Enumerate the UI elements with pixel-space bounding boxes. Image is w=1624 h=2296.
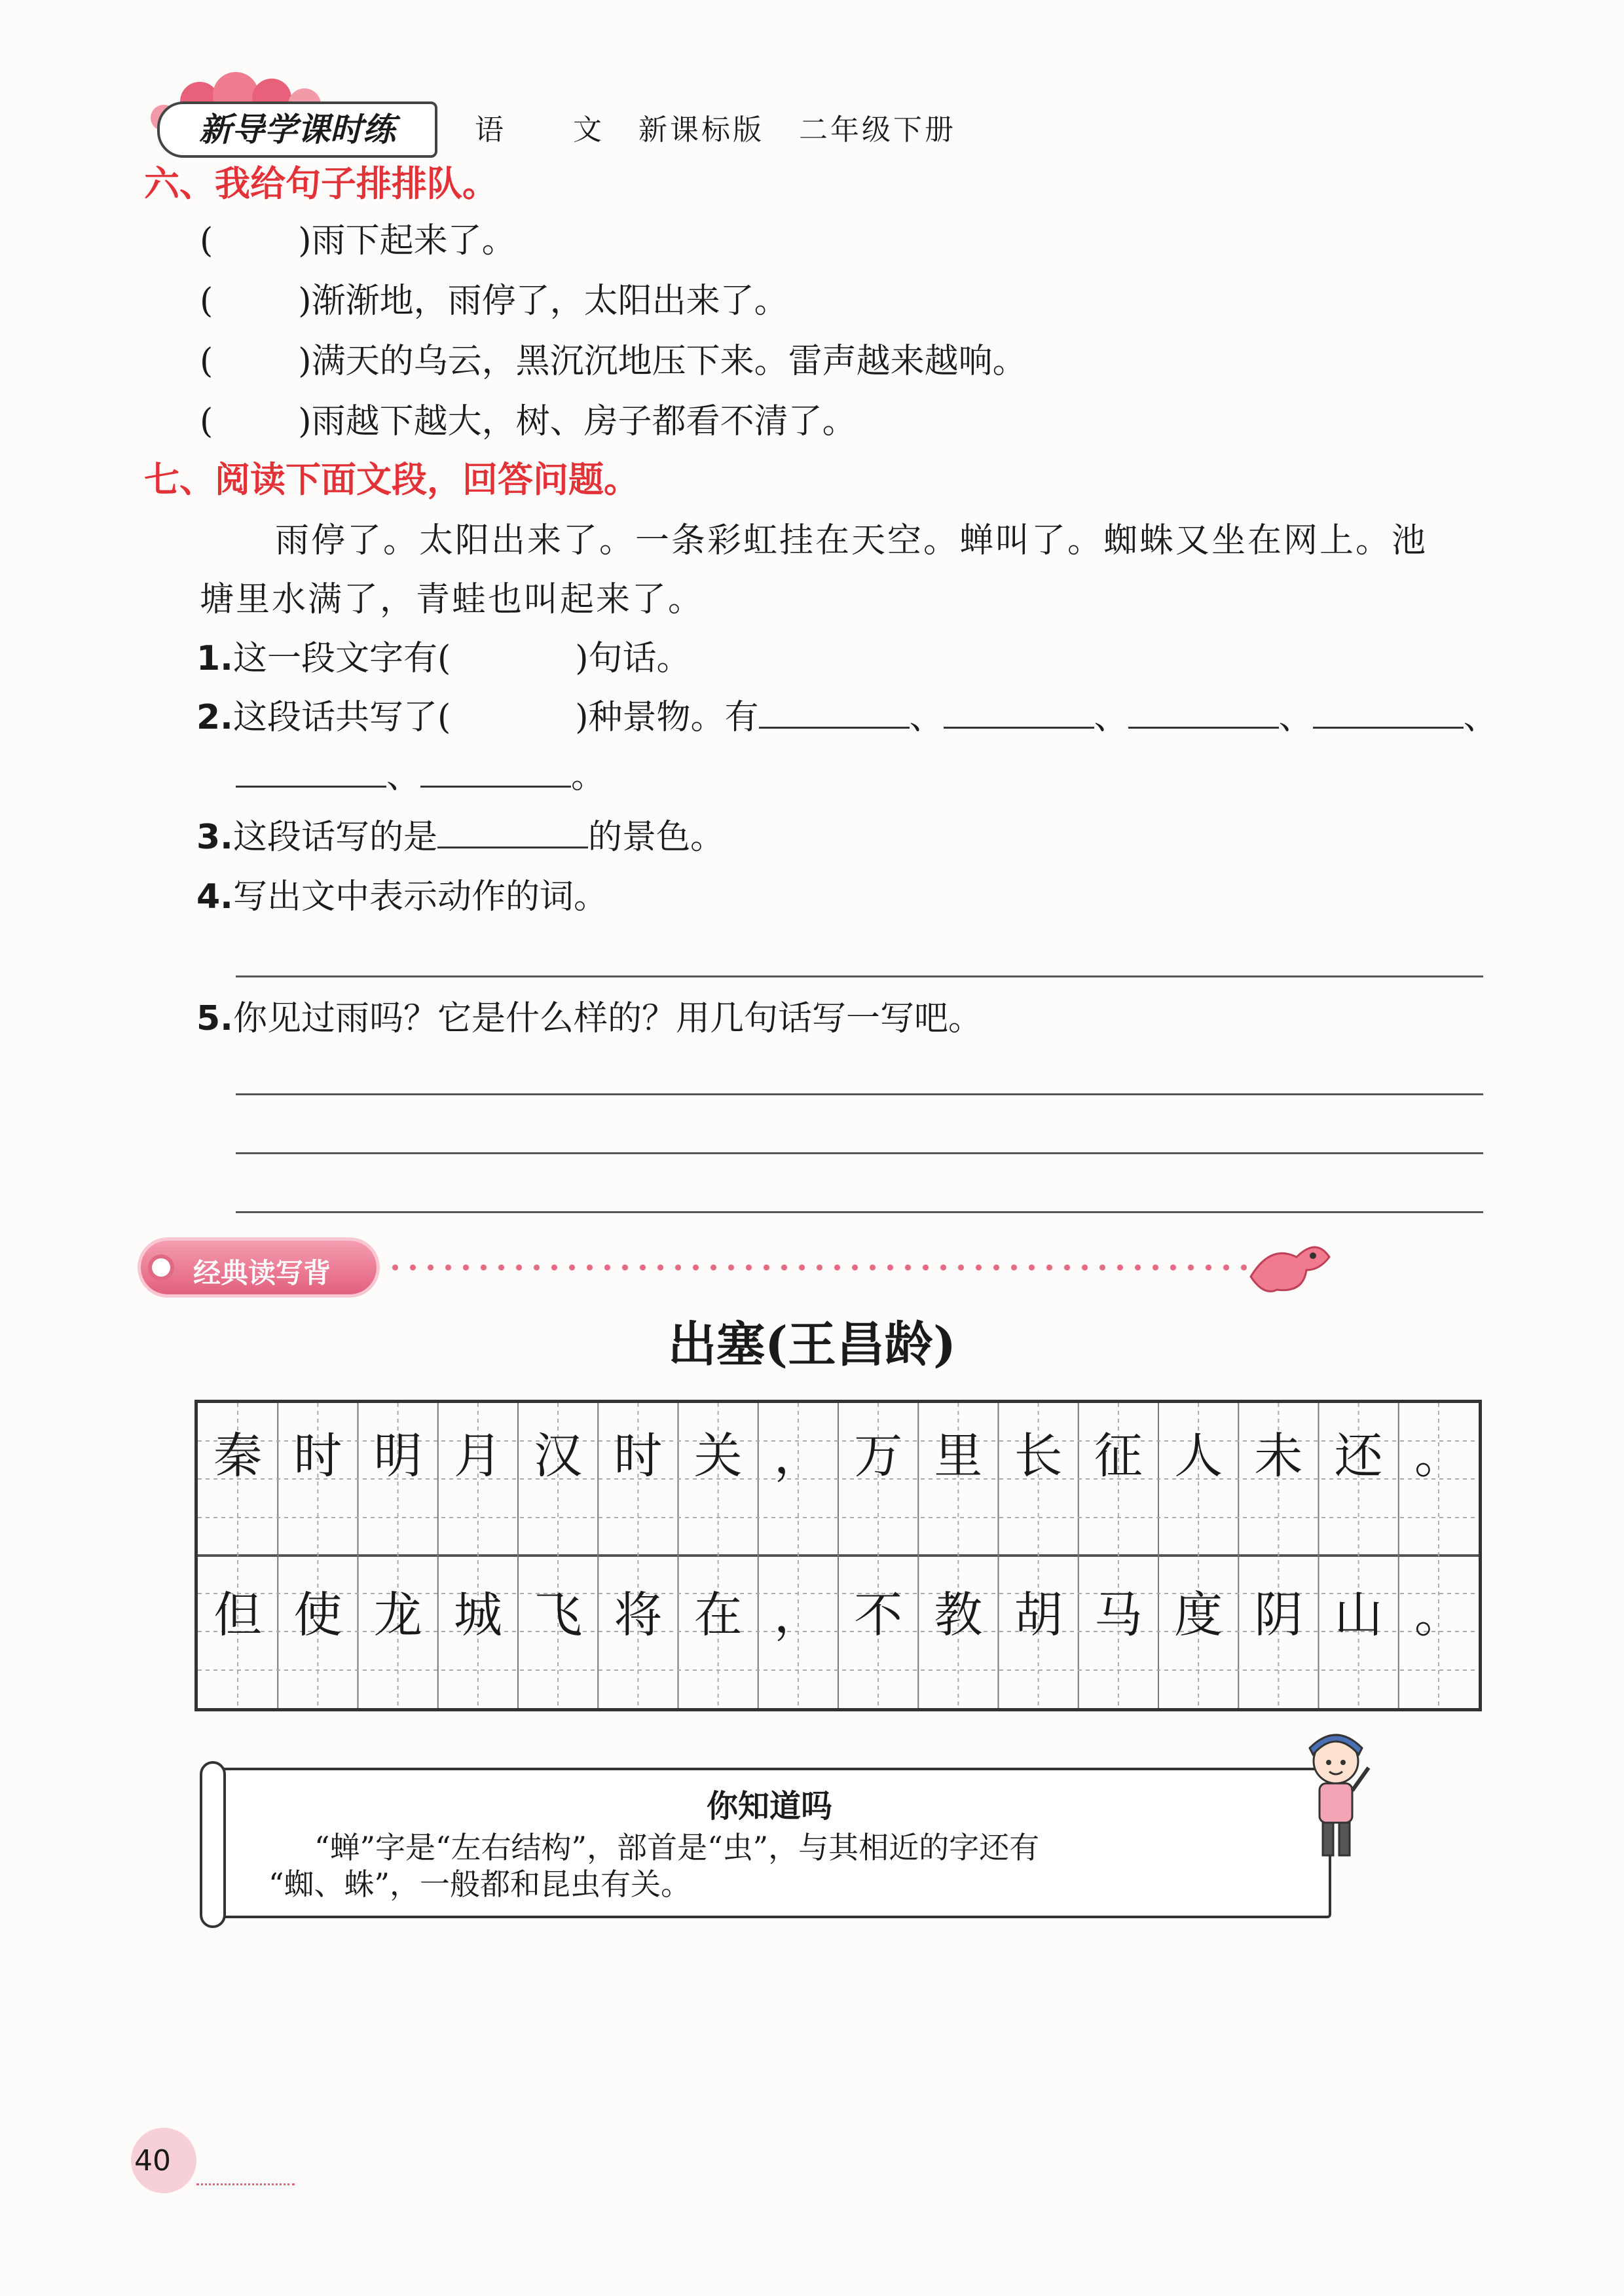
question-5: 5.你见过雨吗？它是什么样的？用几句话写一写吧。 <box>196 999 982 1038</box>
poem-char: 征 <box>1094 1428 1143 1484</box>
banner-circle-icon <box>148 1254 174 1281</box>
poem-char: 但 <box>213 1587 263 1643</box>
poem-char: 阴 <box>1254 1587 1303 1643</box>
poem-char: ， <box>773 1428 822 1484</box>
poem-char: 龙 <box>373 1587 422 1643</box>
question-1: 1.这一段文字有( )句话。 <box>196 639 691 678</box>
section7-heading: 七、阅读下面文段，回答问题。 <box>144 459 639 500</box>
poem-char: 万 <box>854 1428 903 1484</box>
header-subject-2: 文 <box>573 113 604 147</box>
page-number: 40 <box>134 2144 171 2178</box>
poem-char: 。 <box>1414 1587 1463 1643</box>
answer-line[interactable] <box>236 1152 1483 1154</box>
tip-line-2: “蜘、蛛”，一般都和昆虫有关。 <box>268 1867 692 1902</box>
poem-char: 教 <box>934 1587 983 1643</box>
section6-heading: 六、我给句子排排队。 <box>144 163 498 204</box>
question-3: 3.这段话写的是 的景色。 <box>196 809 724 858</box>
poem-char: 时 <box>614 1428 663 1484</box>
answer-blank[interactable] <box>420 752 571 788</box>
poem-char: 秦 <box>213 1428 263 1484</box>
poem-char: 明 <box>373 1428 422 1484</box>
sort-item-1: ( )雨下起来了。 <box>200 221 516 261</box>
poem-char: 度 <box>1174 1587 1223 1643</box>
header-logo-text: 新导学课时练 <box>157 101 437 158</box>
poem-char: 不 <box>854 1587 903 1643</box>
tip-box <box>200 1761 1339 1928</box>
writing-grid <box>194 1400 1482 1711</box>
poem-char: 里 <box>934 1428 983 1484</box>
cartoon-kid-icon <box>1293 1728 1378 1866</box>
poem-char: 关 <box>693 1428 743 1484</box>
poem-title: 出塞(王昌龄) <box>667 1317 957 1373</box>
poem-char: 胡 <box>1014 1587 1063 1643</box>
poem-char: 长 <box>1014 1428 1063 1484</box>
answer-blank[interactable] <box>1313 693 1464 729</box>
dragon-icon <box>1244 1231 1336 1303</box>
header-logo <box>141 79 449 157</box>
answer-line[interactable] <box>236 1093 1483 1095</box>
poem-char: 人 <box>1174 1428 1223 1484</box>
poem-char: ， <box>773 1587 822 1643</box>
passage-line-1: 雨停了。太阳出来了。一条彩虹挂在天空。蝉叫了。蜘蛛又坐在网上。池 <box>275 521 1428 560</box>
question-4: 4.写出文中表示动作的词。 <box>196 877 608 917</box>
poem-char: 将 <box>614 1587 663 1643</box>
poem-char: 马 <box>1094 1587 1143 1643</box>
question-2: 2.这段话共写了( )种景物。有 、 、 、 、 <box>196 689 1498 738</box>
answer-blank[interactable] <box>437 812 588 848</box>
poem-char: 还 <box>1334 1428 1383 1484</box>
answer-blank[interactable] <box>759 693 910 729</box>
answer-blank[interactable] <box>236 752 386 788</box>
answer-blank[interactable] <box>944 693 1094 729</box>
question-2-cont: 、 。 <box>236 748 605 797</box>
banner-label: 经典读写背 <box>193 1257 331 1289</box>
header-edition: 新课标版 <box>638 113 764 147</box>
poem-char: 使 <box>293 1587 342 1643</box>
sort-item-3: ( )满天的乌云，黑沉沉地压下来。雷声越来越响。 <box>200 342 1027 381</box>
tip-title: 你知道吗 <box>706 1788 832 1825</box>
answer-line[interactable] <box>236 975 1483 977</box>
poem-char: 在 <box>693 1587 743 1643</box>
poem-char: 未 <box>1254 1428 1303 1484</box>
sort-item-2: ( )渐渐地，雨停了，太阳出来了。 <box>200 282 788 321</box>
answer-line[interactable] <box>236 1211 1483 1213</box>
passage-line-2: 塘里水满了，青蛙也叫起来了。 <box>200 580 705 619</box>
header-grade: 二年级下册 <box>799 113 956 147</box>
poem-char: 。 <box>1414 1428 1463 1484</box>
poem-char: 月 <box>453 1428 502 1484</box>
poem-char: 山 <box>1334 1587 1383 1643</box>
header-subject-1: 语 <box>475 113 506 147</box>
poem-char: 时 <box>293 1428 342 1484</box>
sort-item-4: ( )雨越下越大，树、房子都看不清了。 <box>200 402 857 441</box>
poem-char: 飞 <box>534 1587 583 1643</box>
page-header <box>141 79 999 157</box>
page-footer-line <box>196 2183 295 2185</box>
dotted-divider <box>386 1264 1251 1271</box>
poem-char: 汉 <box>534 1428 583 1484</box>
poem-char: 城 <box>453 1587 502 1643</box>
tip-line-1: “蝉”字是“左右结构”，部首是“虫”，与其相近的字还有 <box>314 1830 1040 1865</box>
answer-blank[interactable] <box>1128 693 1279 729</box>
